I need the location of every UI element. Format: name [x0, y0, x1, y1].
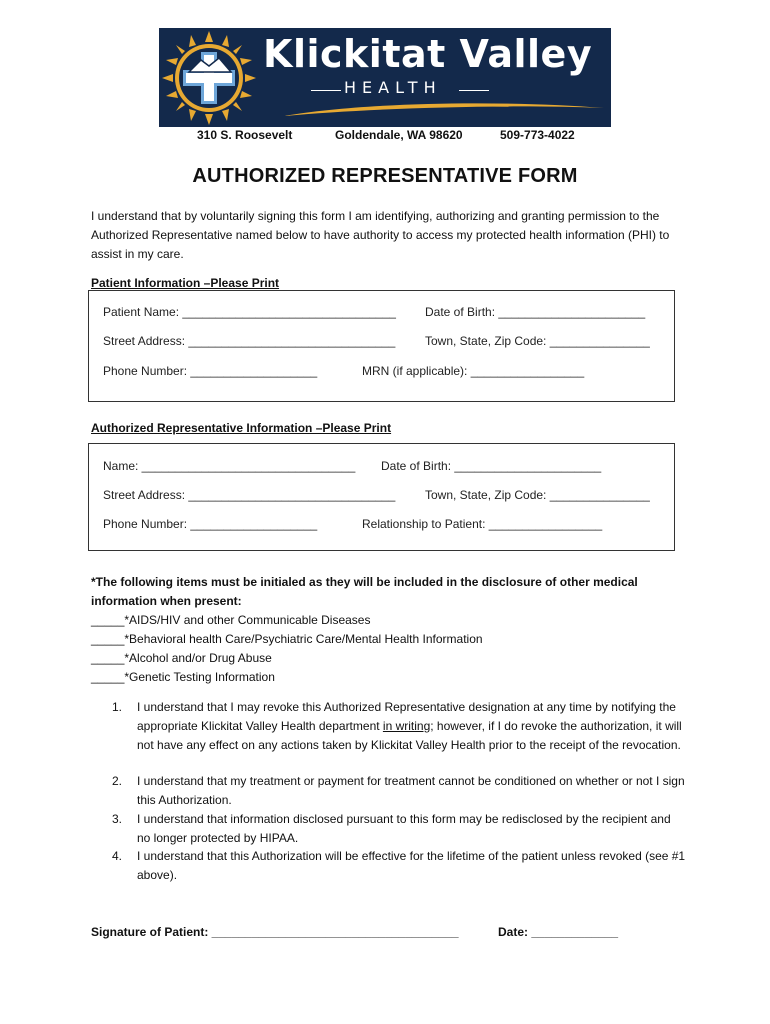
patient-info-box	[88, 290, 675, 402]
patient-name-field[interactable]: Patient Name: ________________________________	[103, 305, 396, 319]
disclosure-item-alcohol[interactable]: _____*Alcohol and/or Drug Abuse	[91, 651, 272, 665]
rep-name-field[interactable]: Name: ________________________________	[103, 459, 356, 473]
rep-phone-field[interactable]: Phone Number: ___________________	[103, 517, 318, 531]
logo-rule-left	[311, 90, 341, 91]
signature-date-field[interactable]: Date: _____________	[498, 925, 619, 939]
disclosure-heading-line1: *The following items must be initialed as they will be included in the disclosure of other medical	[91, 575, 638, 589]
disclosure-item-behavioral[interactable]: _____*Behavioral health Care/Psychiatric Care/Mental Health Information	[91, 632, 483, 646]
logo-banner	[159, 28, 611, 127]
rep-info-box	[88, 443, 675, 551]
rep-dob-field[interactable]: Date of Birth: ______________________	[381, 459, 602, 473]
statement-text: I understand that information disclosed pursuant to this form may be redisclosed by the recipient and no longer protected by HIPAA.	[137, 812, 671, 845]
form-title: AUTHORIZED REPRESENTATIVE FORM	[192, 165, 578, 187]
disclosure-heading-line2: information when present:	[91, 594, 242, 608]
statement-text	[137, 698, 687, 754]
statement-text: I understand that my treatment or payment for treatment cannot be conditioned on whether or not I sign this Authorization.	[137, 774, 685, 807]
address-street: 310 S. Roosevelt	[197, 128, 293, 142]
statement-number: 3.	[112, 812, 123, 826]
seal-logo-icon	[161, 30, 257, 126]
patient-mrn-field[interactable]: MRN (if applicable): _________________	[362, 364, 585, 378]
logo-name: Klickitat Valley	[263, 32, 593, 76]
statement-text-post: ; however, if I do revoke the authorization, it will not have any effect on any actions taken by Klickitat Valley Health prior to the receipt of the revocation.	[137, 718, 682, 752]
signature-field[interactable]: Signature of Patient: _____________________________________	[91, 925, 459, 939]
statement-text-pre: I understand that I may revoke this Authorized Representative designation at any time by notifying the appropriate Klickitat Valley Health department	[137, 700, 676, 733]
intro-paragraph: I understand that by voluntarily signing this form I am identifying, authorizing and granting permission to the Authorized Representative named below to have authority to access my protected health information (PHI) to assist in my care.	[91, 209, 670, 261]
statement-underlined: in writing	[382, 718, 431, 733]
rep-street-field[interactable]: Street Address: _______________________________	[103, 488, 396, 502]
statement-number: 4.	[112, 849, 123, 863]
statement-text: I understand that this Authorization will be effective for the lifetime of the patient unless revoked (see #1 above).	[137, 849, 686, 882]
rep-relationship-field[interactable]: Relationship to Patient: _________________	[362, 517, 603, 531]
rep-section-heading: Authorized Representative Information –Please Print	[91, 421, 392, 435]
patient-street-field[interactable]: Street Address: _______________________________	[103, 334, 396, 348]
logo-rule-right	[459, 90, 489, 91]
patient-dob-field[interactable]: Date of Birth: ______________________	[425, 305, 646, 319]
patient-town-field[interactable]: Town, State, Zip Code: _______________	[425, 334, 650, 348]
address-city: Goldendale, WA 98620	[335, 128, 463, 142]
rep-town-field[interactable]: Town, State, Zip Code: _______________	[425, 488, 650, 502]
patient-section-heading: Patient Information –Please Print	[91, 276, 280, 290]
disclosure-item-genetic[interactable]: _____*Genetic Testing Information	[91, 670, 275, 684]
logo-subtitle: HEALTH	[344, 78, 442, 97]
swoosh-icon	[284, 100, 604, 120]
disclosure-item-aids[interactable]: _____*AIDS/HIV and other Communicable Diseases	[91, 613, 371, 627]
patient-phone-field[interactable]: Phone Number: ___________________	[103, 364, 318, 378]
statement-number: 2.	[112, 774, 123, 788]
address-phone: 509-773-4022	[500, 128, 575, 142]
statement-number: 1.	[112, 700, 123, 714]
